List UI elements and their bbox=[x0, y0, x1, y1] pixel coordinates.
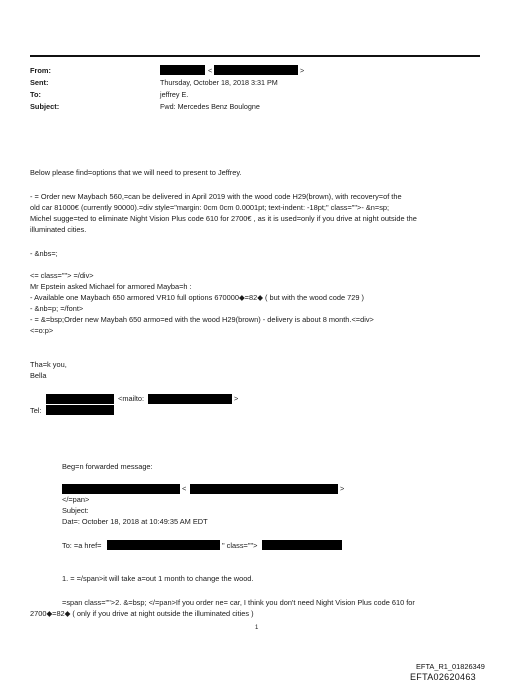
fwd-from-lt: < bbox=[182, 484, 187, 493]
fwd-from-gt: > bbox=[340, 484, 345, 493]
redacted-sender-name bbox=[160, 65, 205, 75]
subject-label: Subject: bbox=[30, 102, 60, 111]
redacted-phone bbox=[46, 405, 114, 415]
fwd-item-1: 1. = =/span>it will take a=out 1 month to change the wood. bbox=[62, 574, 254, 583]
fwd-to-class: " class=""> bbox=[222, 541, 258, 550]
armored-bullet-1: - Available one Maybach 650 armored VR10 full options 670000◆=82◆ ( but with the wood code 729 ) bbox=[30, 293, 364, 302]
nbsp-line: - &nbs=; bbox=[30, 249, 58, 258]
redacted-signature-email bbox=[148, 394, 232, 404]
sent-label: Sent: bbox=[30, 78, 49, 87]
option-bullet-1-line-2: old car 81000€ (currently 90000).=div style="margin: 0cm 0cm 0.0001pt; text-indent: -18pt;" class="">- &n=sp; bbox=[30, 203, 390, 212]
armored-bullet-4: <=o:p> bbox=[30, 326, 54, 335]
mailto-gt: > bbox=[234, 394, 239, 403]
redacted-fwd-from-email bbox=[190, 484, 338, 494]
subject-value: Fwd: Mercedes Benz Boulogne bbox=[160, 102, 260, 111]
redacted-signature-1 bbox=[46, 394, 114, 404]
header-divider bbox=[30, 55, 480, 57]
redacted-fwd-to-link bbox=[107, 540, 220, 550]
thanks-text: Tha=k you, bbox=[30, 360, 67, 369]
from-lt: < bbox=[208, 66, 213, 75]
fwd-date: Dat=: October 18, 2018 at 10:49:35 AM EDT bbox=[62, 517, 208, 526]
to-label: To: bbox=[30, 90, 41, 99]
fwd-span-close: </=pan> bbox=[62, 495, 90, 504]
mailto-text: <mailto: bbox=[118, 394, 145, 403]
sent-value: Thursday, October 18, 2018 3:31 PM bbox=[160, 78, 278, 87]
option-bullet-1-line-1: - = Order new Maybach 560,=can be delivered in April 2019 with the wood code H29(brown), with recovery=of the bbox=[30, 192, 402, 201]
redacted-fwd-from-name bbox=[62, 484, 180, 494]
to-value: jeffrey E. bbox=[160, 90, 189, 99]
page-number: 1 bbox=[255, 625, 259, 631]
from-gt: > bbox=[300, 66, 305, 75]
option-bullet-1-line-4: illuminated cities. bbox=[30, 225, 87, 234]
intro-text: Below please find=options that we will need to present to Jeffrey. bbox=[30, 168, 242, 177]
redacted-sender-email bbox=[214, 65, 298, 75]
forwarded-begin: Beg=n forwarded message: bbox=[62, 462, 153, 471]
bates-ref-2: EFTA02620463 bbox=[410, 672, 476, 682]
fwd-to-prefix: To: =a href= bbox=[62, 541, 102, 550]
armored-intro: Mr Epstein asked Michael for armored Mayba=h : bbox=[30, 282, 192, 291]
div-line: <= class=""> =/div> bbox=[30, 271, 94, 280]
signature-name: Bella bbox=[30, 371, 47, 380]
fwd-item-2-line-2: 2700◆=82◆ ( only if you drive at night outside the illuminated cities ) bbox=[30, 609, 254, 618]
redacted-fwd-to-email bbox=[262, 540, 342, 550]
bates-ref-1: EFTA_R1_01826349 bbox=[416, 662, 485, 671]
fwd-subject: Subject: bbox=[62, 506, 89, 515]
from-label: From: bbox=[30, 66, 51, 75]
option-bullet-1-line-3: Michel sugge=ted to eliminate Night Vision Plus code 610 for 2700€ , as it is used=only if you drive at night outside the bbox=[30, 214, 417, 223]
tel-label: Tel: bbox=[30, 406, 42, 415]
armored-bullet-3: - = &=bsp;Order new Maybah 650 armo=ed with the wood H29(brown) - delivery is about 8 month.<=div> bbox=[30, 315, 374, 324]
fwd-item-2-line-1: =span class="">2. &=bsp; </=pan>If you order ne= car, I think you don't need Night Vision Plus code 610 for bbox=[62, 598, 415, 607]
armored-bullet-2: - &nb=p; =/font> bbox=[30, 304, 84, 313]
